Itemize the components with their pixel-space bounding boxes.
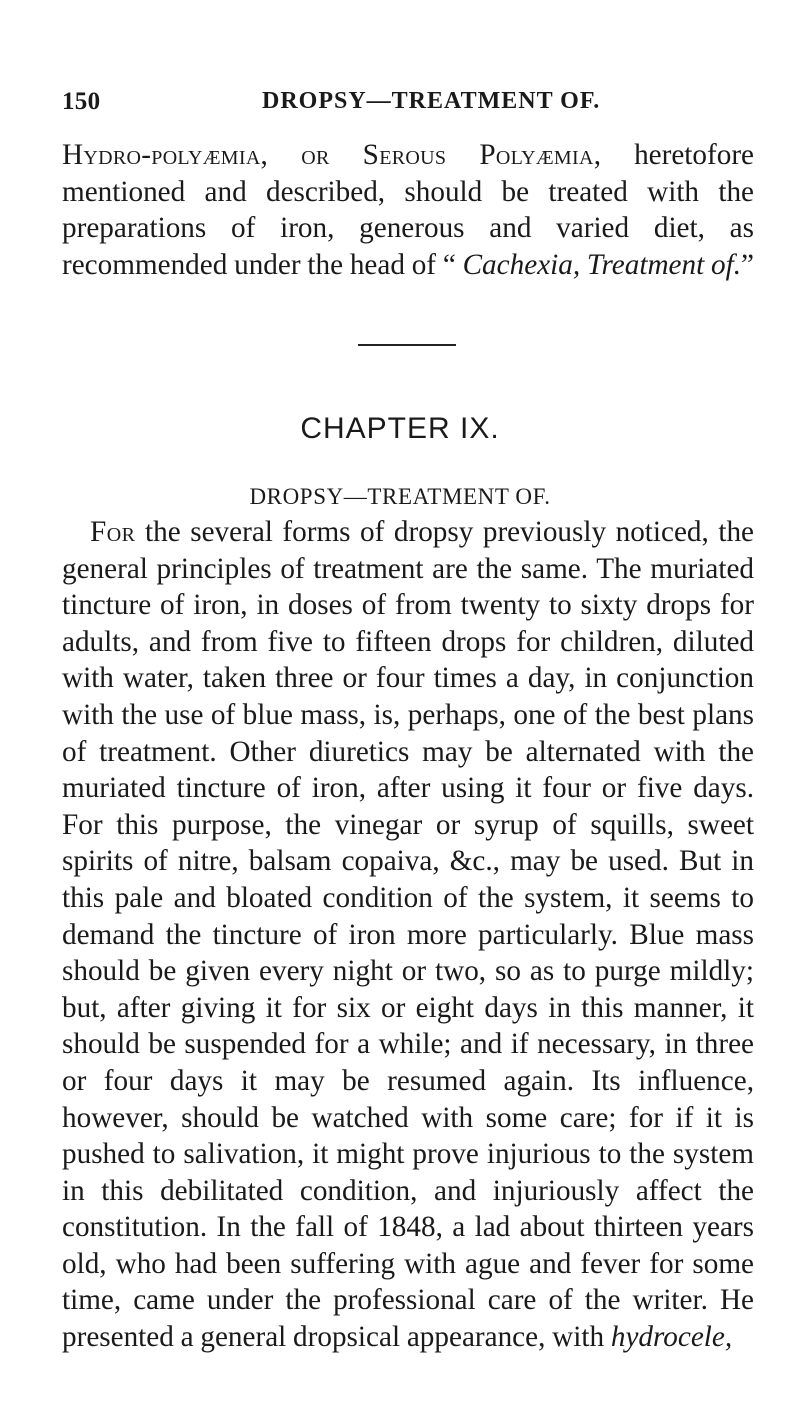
main-lead-word: For bbox=[90, 516, 136, 548]
chapter-title: CHAPTER IX. bbox=[300, 412, 500, 445]
intro-lead-text: Hydro-polyæmia, or Serous Polyæmia, bbox=[62, 139, 602, 171]
main-italic-term: hydrocele, bbox=[610, 1321, 733, 1354]
intro-body-text: heretofore mentioned and described, should be treated with the preparations of iron, generous and varied diet, as recommended under the head of “ bbox=[62, 139, 754, 281]
section-divider bbox=[358, 344, 456, 346]
main-paragraph bbox=[62, 514, 754, 1356]
intro-italic-reference: Cachexia, Treatment of. bbox=[462, 248, 741, 281]
chapter-subtitle: DROPSY—TREATMENT OF. bbox=[249, 484, 551, 509]
main-body-text: the several forms of dropsy previously noticed, the general principles of treatment are the same. The muriated tincture of iron, in doses of from twenty to sixty drops for adults, and from five to fifteen drops for children, diluted with water, taken three or four times a day, in conjunction with the use of blue mass, is, perhaps, one of the best plans of treatment. Other diuretics may be alternated with the muriated tincture of iron, after using it four or five days. For this purpose, the vinegar or syrup of squills, sweet spirits of nitre, balsam copaiva, &c., may be used. But in this pale and bloated condition of the system, it seems to demand the tincture of iron more particularly. Blue mass should be given every night or two, so as to purge mildly; but, after giving it for six or eight days in this manner, it should be suspended for a while; and if necessary, in three or four days it may be resumed again. Its influence, however, should be watched with some care; for if it is pushed to salivation, it might prove injurious to the system in this debilitated condition, and injuriously affect the constitution. In the fall of 1848, a lad about thirteen years old, who had been suffering with ague and fever for some time, came under the professional care of the writer. He presented a general dropsical appearance, with bbox=[62, 516, 754, 1354]
running-title: DROPSY—TREATMENT OF. bbox=[262, 88, 601, 114]
page-header bbox=[62, 88, 752, 120]
intro-paragraph bbox=[62, 137, 754, 283]
page-number: 150 bbox=[62, 88, 101, 115]
intro-closing-quote: ” bbox=[741, 248, 754, 281]
